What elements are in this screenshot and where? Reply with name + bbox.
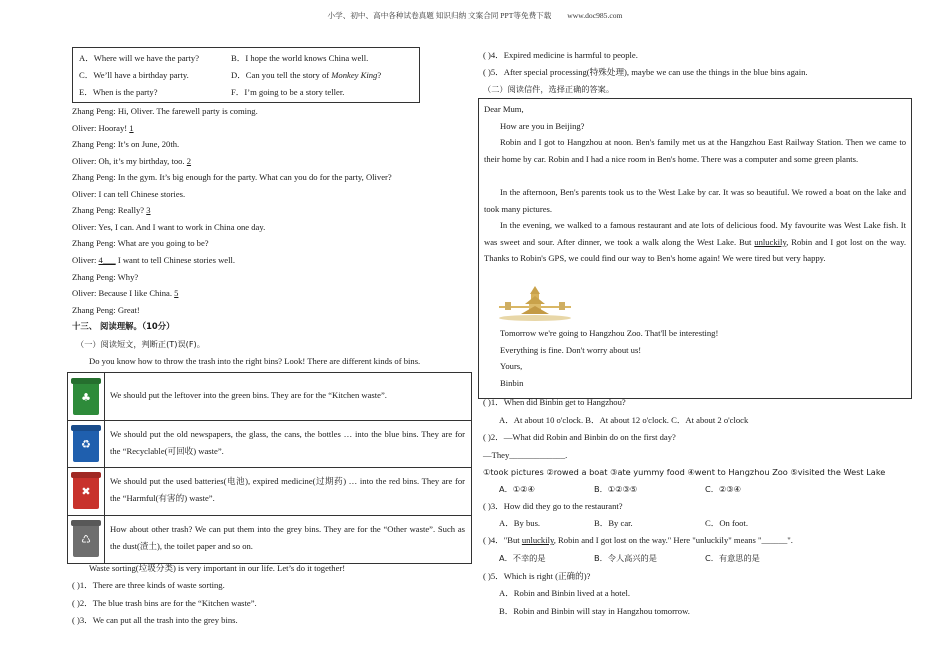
west-lake-pagoda-icon: [497, 284, 573, 324]
letter-paragraph: Robin and I got to Hangzhou at noon. Ben's family met us at the Hangzhou East Railway Station. Then we came to their home by car. Robin and I had a nice room in Ben's home. There was a computer and some green plants.: [484, 137, 906, 164]
letter-closing: Yours,: [500, 361, 523, 371]
mc-question-2-blank: —They_____________.: [483, 450, 568, 460]
green-bin-icon: ♣: [73, 378, 99, 415]
option-e: E．When is the party?: [79, 87, 158, 97]
letter-signature: Binbin: [500, 378, 524, 388]
table-row: [68, 373, 471, 421]
letter-box: [478, 98, 912, 399]
mc-question-1[interactable]: ( )1．When did Binbin get to Hangzhou?: [483, 397, 626, 407]
dialogue-line: Oliver: Oh, it’s my birthday, too. 2: [72, 156, 192, 166]
table-row: [68, 515, 471, 563]
mc-question-3[interactable]: ( )3．How did they go to the restaurant?: [483, 501, 623, 511]
letter-paragraph: Everything is fine. Don't worry about us!: [500, 345, 642, 355]
mc-option-2c[interactable]: C．②③④: [705, 484, 741, 494]
mc-question-2[interactable]: ( )2．—What did Robin and Binbin do on the first day?: [483, 432, 676, 442]
part-2-title: （二）阅读信件，选择正确的答案。: [483, 84, 615, 94]
page-header: [0, 10, 950, 21]
bin-description: How about other trash? We can put them into the grey bins. They are for the “Other waste”. Such as the dust(渣土), the toilet paper and so on.: [110, 524, 465, 551]
options-box: [72, 47, 420, 103]
option-a: A．Where will we have the party?: [79, 53, 200, 63]
table-row: [68, 420, 471, 468]
mc-option-3c[interactable]: C．On foot.: [705, 518, 748, 528]
mc-question-4[interactable]: ( )4．"But unluckily, Robin and I got lost on the way." Here "unluckily" means "______".: [483, 535, 793, 545]
option-b: B．I hope the world knows China well.: [231, 53, 369, 63]
dialogue-line: Zhang Peng: Great!: [72, 305, 140, 315]
option-f: F．I’m going to be a story teller.: [231, 87, 345, 97]
dialogue-line: Oliver: Hooray! 1: [72, 123, 134, 133]
trash-bin-table: [67, 372, 472, 564]
section-13-title: 十三、 阅读理解。（10分）: [72, 321, 175, 331]
mc-option-3a[interactable]: A．By bus.: [499, 518, 541, 528]
dialogue-line: Zhang Peng: Really? 3: [72, 205, 151, 215]
bin-description: We should put the old newspapers, the glass, the cans, the bottles … into the blue bins. They are for the “Recyclable(可回收) waste”.: [110, 429, 465, 456]
mc-question-5[interactable]: ( )5．Which is right (正确的)?: [483, 571, 591, 581]
part-1-title: （一）阅读短文，判断正(T)误(F)。: [76, 339, 205, 349]
tf-question-4[interactable]: ( )4．Expired medicine is harmful to people.: [483, 50, 638, 60]
mc-option-2a[interactable]: A．①②④: [499, 484, 535, 494]
letter-paragraph: How are you in Beijing?: [500, 121, 585, 131]
dialogue-line: Zhang Peng: Hi, Oliver. The farewell party is coming.: [72, 106, 258, 116]
mc-option-5a[interactable]: A．Robin and Binbin lived at a hotel.: [499, 588, 631, 598]
header-text: 小学、初中、高中各种试卷真题 知识归纳 文案合同 PPT等免费下载: [327, 11, 552, 20]
mc-options-1[interactable]: A．At about 10 o'clock. B．At about 12 o'clock. C．At about 2 o'clock: [499, 415, 749, 425]
letter-paragraph: Tomorrow we're going to Hangzhou Zoo. That'll be interesting!: [500, 328, 719, 338]
option-c: C．We’ll have a birthday party.: [79, 70, 189, 80]
dialogue-line: Zhang Peng: In the gym. It’s big enough for the party. What can you do for the party, Oliver?: [72, 172, 392, 182]
table-row: [68, 467, 471, 516]
dialogue-line: Oliver: Yes, I can. And I want to work in China one day.: [72, 222, 266, 232]
header-site: www.doc985.com: [567, 11, 623, 20]
mc-option-4a[interactable]: A．不幸的是: [499, 553, 546, 563]
mc-option-4b[interactable]: B．令人高兴的是: [594, 553, 657, 563]
passage-intro: Do you know how to throw the trash into the right bins? Look! There are different kinds of bins.: [89, 356, 421, 366]
blank-1[interactable]: 1: [129, 123, 134, 133]
blank-5[interactable]: 5: [174, 288, 179, 298]
closing-line: Waste sorting(垃圾分类) is very important in our life. Let’s do it together!: [89, 563, 346, 573]
tf-question-1[interactable]: ( )1．There are three kinds of waste sorting.: [72, 580, 225, 590]
tf-question-3[interactable]: ( )3．We can put all the trash into the grey bins.: [72, 615, 238, 625]
mc-option-3b[interactable]: B．By car.: [594, 518, 633, 528]
tf-question-5[interactable]: ( )5．After special processing(特殊处理), maybe we can use the things in the blue bins again.: [483, 67, 808, 77]
dialogue-line: Oliver: 4___ I want to tell Chinese stories well.: [72, 255, 236, 265]
dialogue-line: Oliver: I can tell Chinese stories.: [72, 189, 186, 199]
letter-paragraph: In the evening, we walked to a famous restaurant and ate lots of delicious food. My favourite was West Lake fish. It was sweet and sour. After dinner, we took a walk along the West Lake. But unluckily, Robin and I got lost on the way. Thanks to Robin's GPS, we could find our way to Ben's home again! We were tired but very happy.: [484, 220, 906, 264]
mc-option-5b[interactable]: B．Robin and Binbin will stay in Hangzhou tomorrow.: [499, 606, 690, 616]
bin-description: We should put the used batteries(电池), expired medicine(过期药) … into the red bins. They are for the “Harmful(有害的) waste”.: [110, 476, 465, 503]
grey-bin-icon: ♺: [73, 520, 99, 557]
dialogue-line: Oliver: Because I like China. 5: [72, 288, 179, 298]
bin-description: We should put the leftover into the green bins. They are for the “Kitchen waste”.: [110, 390, 387, 400]
letter-greeting: Dear Mum,: [484, 104, 524, 114]
dialogue-line: Zhang Peng: Why?: [72, 272, 139, 282]
mc-option-4c[interactable]: C．有意思的是: [705, 553, 760, 563]
blank-4[interactable]: 4___: [98, 255, 116, 265]
mc-option-2b[interactable]: B．①②③⑤: [594, 484, 638, 494]
red-bin-icon: ✖: [73, 472, 99, 509]
option-d: D．Can you tell the story of Monkey King?: [231, 70, 382, 80]
blank-3[interactable]: 3: [146, 205, 151, 215]
tf-question-2[interactable]: ( )2．The blue trash bins are for the “Kitchen waste”.: [72, 598, 257, 608]
dialogue-line: Zhang Peng: What are you going to be?: [72, 238, 209, 248]
mc-question-2-items: ①took pictures ②rowed a boat ③ate yummy food ④went to Hangzhou Zoo ⑤visited the West Lake: [483, 467, 886, 477]
blank-2[interactable]: 2: [186, 156, 192, 166]
blue-bin-icon: ♻: [73, 425, 99, 462]
dialogue-line: Zhang Peng: It’s on June, 20th.: [72, 139, 180, 149]
letter-paragraph: In the afternoon, Ben's parents took us to the West Lake by car. It was so beautiful. We rowed a boat on the lake and took many pictures.: [484, 187, 906, 214]
